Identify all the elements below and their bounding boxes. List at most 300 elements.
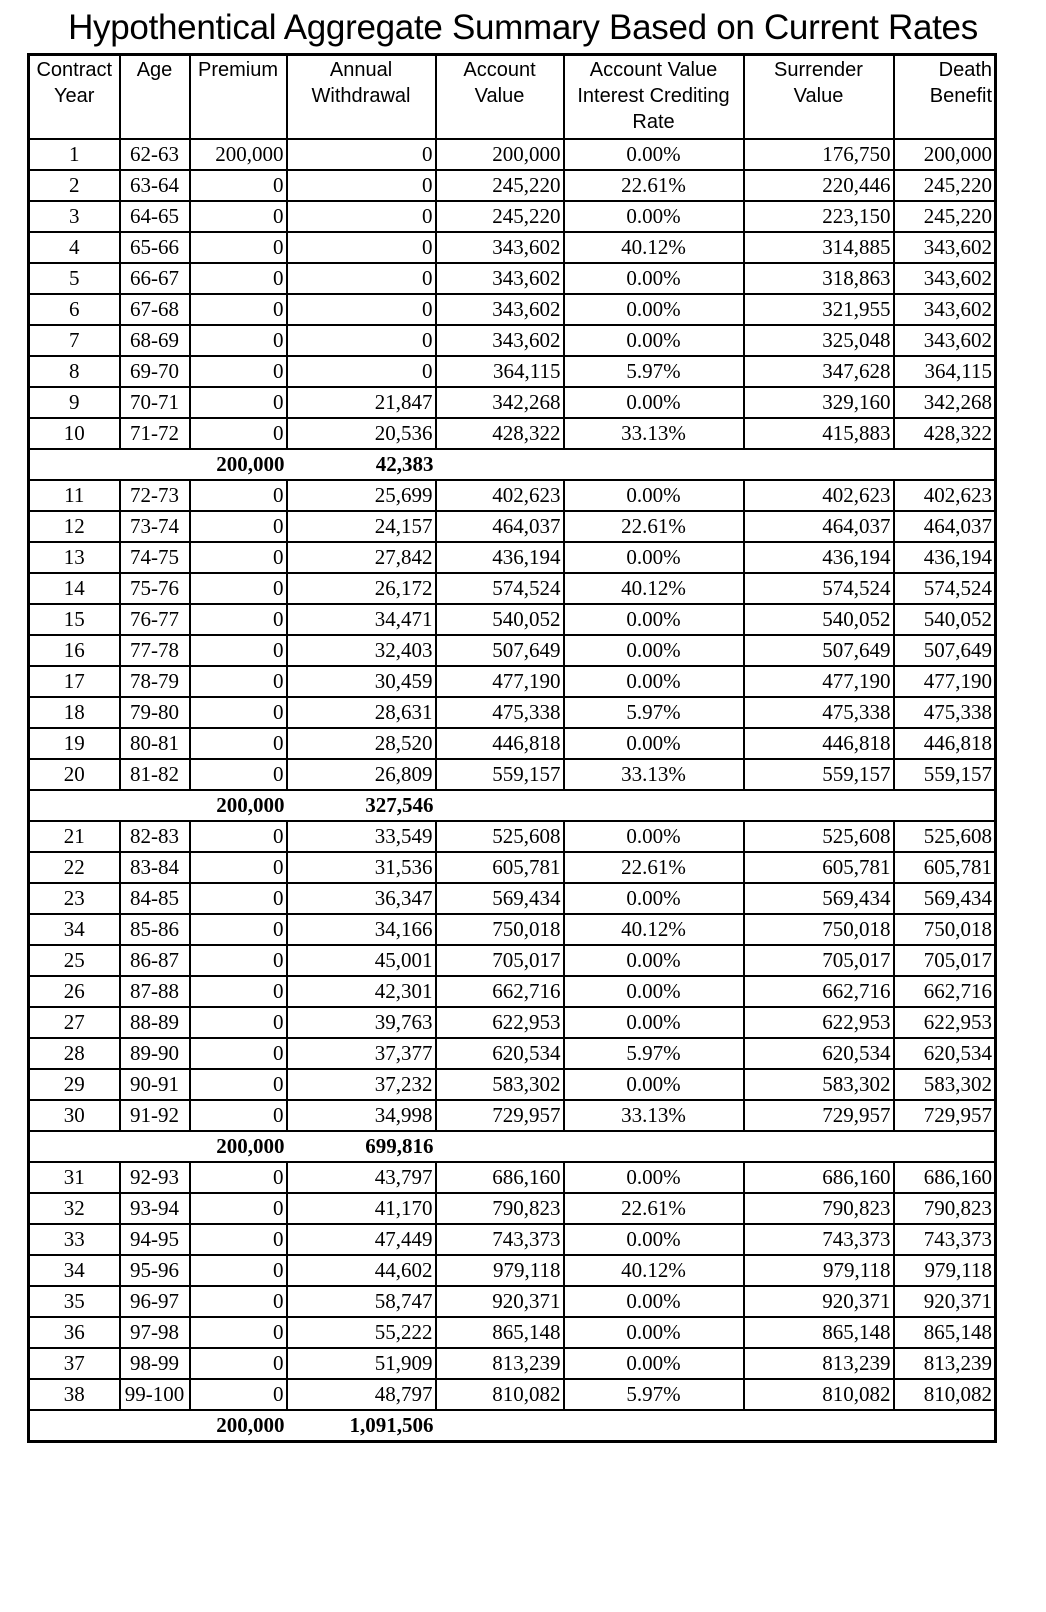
cell-annual-withdrawal: 28,520: [287, 728, 436, 759]
cell-contract-year: 2: [29, 170, 120, 201]
cell-interest-rate: 0.00%: [564, 883, 744, 914]
cell-age: 91-92: [120, 1100, 190, 1131]
cell-age: 89-90: [120, 1038, 190, 1069]
cell-interest-rate: 22.61%: [564, 1193, 744, 1224]
cell-surrender-value: 810,082: [744, 1379, 894, 1410]
cell-account-value: 743,373: [436, 1224, 564, 1255]
subtotal-row: [29, 1131, 996, 1162]
cell-death-benefit: 813,239: [894, 1348, 996, 1379]
cell-account-value: 343,602: [436, 325, 564, 356]
table-row: [29, 1348, 996, 1379]
cell-surrender-value: 540,052: [744, 604, 894, 635]
cell-annual-withdrawal: 47,449: [287, 1224, 436, 1255]
subtotal-empty-cell: [564, 1131, 744, 1162]
cell-surrender-value: 622,953: [744, 1007, 894, 1038]
cell-death-benefit: 245,220: [894, 201, 996, 232]
cell-account-value: 705,017: [436, 945, 564, 976]
cell-age: 97-98: [120, 1317, 190, 1348]
cell-account-value: 622,953: [436, 1007, 564, 1038]
subtotal-empty-cell: [29, 1410, 120, 1442]
cell-interest-rate: 0.00%: [564, 480, 744, 511]
cell-contract-year: 32: [29, 1193, 120, 1224]
cell-surrender-value: 979,118: [744, 1255, 894, 1286]
table-row: [29, 1162, 996, 1193]
cell-interest-rate: 0.00%: [564, 1069, 744, 1100]
table-row: [29, 418, 996, 449]
cell-annual-withdrawal: 20,536: [287, 418, 436, 449]
cell-premium: 0: [190, 1379, 287, 1410]
cell-account-value: 342,268: [436, 387, 564, 418]
subtotal-empty-cell: [894, 790, 996, 821]
cell-surrender-value: 705,017: [744, 945, 894, 976]
cell-interest-rate: 0.00%: [564, 139, 744, 170]
header-contract-year: Contract Year: [29, 55, 120, 140]
cell-premium: 0: [190, 1348, 287, 1379]
cell-premium: 0: [190, 1255, 287, 1286]
cell-annual-withdrawal: 45,001: [287, 945, 436, 976]
cell-premium: 0: [190, 170, 287, 201]
cell-death-benefit: 920,371: [894, 1286, 996, 1317]
cell-age: 69-70: [120, 356, 190, 387]
cell-premium: 0: [190, 1286, 287, 1317]
subtotal-empty-cell: [120, 1131, 190, 1162]
cell-interest-rate: 5.97%: [564, 356, 744, 387]
cell-account-value: 343,602: [436, 263, 564, 294]
cell-age: 67-68: [120, 294, 190, 325]
table-row: [29, 759, 996, 790]
subtotal-premium: 200,000: [190, 1131, 287, 1162]
cell-surrender-value: 574,524: [744, 573, 894, 604]
cell-surrender-value: 220,446: [744, 170, 894, 201]
cell-account-value: 662,716: [436, 976, 564, 1007]
cell-account-value: 507,649: [436, 635, 564, 666]
header-row: [29, 55, 996, 140]
cell-annual-withdrawal: 43,797: [287, 1162, 436, 1193]
table-row: [29, 263, 996, 294]
subtotal-empty-cell: [120, 790, 190, 821]
table-row: [29, 325, 996, 356]
cell-contract-year: 12: [29, 511, 120, 542]
cell-death-benefit: 200,000: [894, 139, 996, 170]
cell-interest-rate: 0.00%: [564, 1286, 744, 1317]
cell-annual-withdrawal: 0: [287, 263, 436, 294]
cell-account-value: 559,157: [436, 759, 564, 790]
cell-age: 71-72: [120, 418, 190, 449]
cell-annual-withdrawal: 44,602: [287, 1255, 436, 1286]
cell-contract-year: 22: [29, 852, 120, 883]
subtotal-empty-cell: [29, 790, 120, 821]
table-row: [29, 573, 996, 604]
subtotal-premium: 200,000: [190, 449, 287, 480]
cell-death-benefit: 343,602: [894, 294, 996, 325]
cell-account-value: 790,823: [436, 1193, 564, 1224]
cell-interest-rate: 0.00%: [564, 1224, 744, 1255]
cell-contract-year: 26: [29, 976, 120, 1007]
cell-annual-withdrawal: 34,471: [287, 604, 436, 635]
subtotal-withdrawal: 1,091,506: [287, 1410, 436, 1442]
cell-annual-withdrawal: 58,747: [287, 1286, 436, 1317]
cell-surrender-value: 477,190: [744, 666, 894, 697]
cell-annual-withdrawal: 0: [287, 139, 436, 170]
cell-surrender-value: 605,781: [744, 852, 894, 883]
header-annual-withdrawal: Annual Withdrawal: [287, 55, 436, 140]
cell-death-benefit: 790,823: [894, 1193, 996, 1224]
cell-premium: 0: [190, 1038, 287, 1069]
cell-age: 80-81: [120, 728, 190, 759]
cell-annual-withdrawal: 31,536: [287, 852, 436, 883]
cell-surrender-value: 662,716: [744, 976, 894, 1007]
cell-interest-rate: 40.12%: [564, 573, 744, 604]
subtotal-empty-cell: [436, 790, 564, 821]
cell-contract-year: 18: [29, 697, 120, 728]
cell-interest-rate: 0.00%: [564, 604, 744, 635]
subtotal-row: [29, 1410, 996, 1442]
cell-death-benefit: 750,018: [894, 914, 996, 945]
cell-premium: 0: [190, 294, 287, 325]
table-row: [29, 666, 996, 697]
table-row: [29, 821, 996, 852]
cell-annual-withdrawal: 25,699: [287, 480, 436, 511]
cell-contract-year: 16: [29, 635, 120, 666]
cell-surrender-value: 321,955: [744, 294, 894, 325]
cell-interest-rate: 40.12%: [564, 232, 744, 263]
cell-premium: 0: [190, 1007, 287, 1038]
cell-interest-rate: 5.97%: [564, 1038, 744, 1069]
cell-interest-rate: 40.12%: [564, 914, 744, 945]
cell-surrender-value: 318,863: [744, 263, 894, 294]
cell-surrender-value: 525,608: [744, 821, 894, 852]
cell-interest-rate: 5.97%: [564, 1379, 744, 1410]
cell-age: 88-89: [120, 1007, 190, 1038]
cell-death-benefit: 540,052: [894, 604, 996, 635]
cell-death-benefit: 342,268: [894, 387, 996, 418]
cell-premium: 0: [190, 356, 287, 387]
cell-premium: 0: [190, 666, 287, 697]
cell-account-value: 810,082: [436, 1379, 564, 1410]
cell-surrender-value: 402,623: [744, 480, 894, 511]
cell-death-benefit: 402,623: [894, 480, 996, 511]
subtotal-premium: 200,000: [190, 790, 287, 821]
cell-death-benefit: 245,220: [894, 170, 996, 201]
cell-account-value: 750,018: [436, 914, 564, 945]
cell-surrender-value: 325,048: [744, 325, 894, 356]
cell-premium: 200,000: [190, 139, 287, 170]
table-row: [29, 542, 996, 573]
cell-age: 77-78: [120, 635, 190, 666]
header-surrender-value: Surrender Value: [744, 55, 894, 140]
cell-death-benefit: 705,017: [894, 945, 996, 976]
cell-contract-year: 29: [29, 1069, 120, 1100]
cell-death-benefit: 583,302: [894, 1069, 996, 1100]
cell-annual-withdrawal: 55,222: [287, 1317, 436, 1348]
cell-annual-withdrawal: 0: [287, 232, 436, 263]
cell-surrender-value: 583,302: [744, 1069, 894, 1100]
cell-contract-year: 11: [29, 480, 120, 511]
cell-age: 96-97: [120, 1286, 190, 1317]
cell-annual-withdrawal: 51,909: [287, 1348, 436, 1379]
cell-surrender-value: 314,885: [744, 232, 894, 263]
cell-annual-withdrawal: 39,763: [287, 1007, 436, 1038]
cell-annual-withdrawal: 32,403: [287, 635, 436, 666]
cell-premium: 0: [190, 976, 287, 1007]
cell-annual-withdrawal: 0: [287, 170, 436, 201]
cell-age: 98-99: [120, 1348, 190, 1379]
cell-death-benefit: 525,608: [894, 821, 996, 852]
cell-premium: 0: [190, 418, 287, 449]
cell-contract-year: 31: [29, 1162, 120, 1193]
table-row: [29, 945, 996, 976]
cell-contract-year: 21: [29, 821, 120, 852]
cell-interest-rate: 0.00%: [564, 201, 744, 232]
table-row: [29, 294, 996, 325]
cell-age: 73-74: [120, 511, 190, 542]
cell-contract-year: 8: [29, 356, 120, 387]
subtotal-empty-cell: [120, 1410, 190, 1442]
cell-death-benefit: 569,434: [894, 883, 996, 914]
subtotal-row: [29, 790, 996, 821]
table-row: [29, 1193, 996, 1224]
cell-premium: 0: [190, 511, 287, 542]
subtotal-empty-cell: [120, 449, 190, 480]
cell-surrender-value: 475,338: [744, 697, 894, 728]
table-row: [29, 914, 996, 945]
cell-account-value: 343,602: [436, 294, 564, 325]
cell-interest-rate: 0.00%: [564, 976, 744, 1007]
cell-death-benefit: 865,148: [894, 1317, 996, 1348]
cell-surrender-value: 329,160: [744, 387, 894, 418]
cell-premium: 0: [190, 325, 287, 356]
cell-account-value: 436,194: [436, 542, 564, 573]
table-row: [29, 697, 996, 728]
cell-interest-rate: 0.00%: [564, 1007, 744, 1038]
cell-surrender-value: 347,628: [744, 356, 894, 387]
cell-surrender-value: 464,037: [744, 511, 894, 542]
subtotal-empty-cell: [436, 1410, 564, 1442]
table-row: [29, 356, 996, 387]
cell-interest-rate: 0.00%: [564, 1317, 744, 1348]
cell-contract-year: 1: [29, 139, 120, 170]
cell-age: 87-88: [120, 976, 190, 1007]
header-age: Age: [120, 55, 190, 140]
cell-age: 65-66: [120, 232, 190, 263]
cell-premium: 0: [190, 1317, 287, 1348]
cell-age: 93-94: [120, 1193, 190, 1224]
cell-premium: 0: [190, 1224, 287, 1255]
subtotal-empty-cell: [894, 449, 996, 480]
subtotal-empty-cell: [564, 790, 744, 821]
cell-age: 64-65: [120, 201, 190, 232]
cell-annual-withdrawal: 0: [287, 201, 436, 232]
cell-contract-year: 4: [29, 232, 120, 263]
cell-contract-year: 14: [29, 573, 120, 604]
header-premium: Premium: [190, 55, 287, 140]
cell-annual-withdrawal: 28,631: [287, 697, 436, 728]
cell-surrender-value: 686,160: [744, 1162, 894, 1193]
table-row: [29, 976, 996, 1007]
cell-death-benefit: 428,322: [894, 418, 996, 449]
cell-annual-withdrawal: 0: [287, 325, 436, 356]
table-row: [29, 1379, 996, 1410]
table-row: [29, 170, 996, 201]
cell-account-value: 200,000: [436, 139, 564, 170]
table-row: [29, 1286, 996, 1317]
cell-contract-year: 7: [29, 325, 120, 356]
cell-premium: 0: [190, 821, 287, 852]
subtotal-empty-cell: [894, 1131, 996, 1162]
cell-surrender-value: 865,148: [744, 1317, 894, 1348]
cell-account-value: 605,781: [436, 852, 564, 883]
cell-account-value: 813,239: [436, 1348, 564, 1379]
cell-premium: 0: [190, 201, 287, 232]
cell-age: 79-80: [120, 697, 190, 728]
cell-account-value: 464,037: [436, 511, 564, 542]
cell-age: 68-69: [120, 325, 190, 356]
cell-contract-year: 9: [29, 387, 120, 418]
cell-age: 99-100: [120, 1379, 190, 1410]
cell-premium: 0: [190, 232, 287, 263]
table-body: [29, 139, 996, 1442]
cell-interest-rate: 0.00%: [564, 1162, 744, 1193]
cell-age: 78-79: [120, 666, 190, 697]
cell-contract-year: 13: [29, 542, 120, 573]
cell-annual-withdrawal: 26,809: [287, 759, 436, 790]
cell-account-value: 446,818: [436, 728, 564, 759]
cell-interest-rate: 40.12%: [564, 1255, 744, 1286]
table-row: [29, 1038, 996, 1069]
cell-death-benefit: 979,118: [894, 1255, 996, 1286]
cell-account-value: 569,434: [436, 883, 564, 914]
subtotal-withdrawal: 699,816: [287, 1131, 436, 1162]
cell-contract-year: 20: [29, 759, 120, 790]
cell-account-value: 729,957: [436, 1100, 564, 1131]
subtotal-empty-cell: [436, 449, 564, 480]
cell-account-value: 620,534: [436, 1038, 564, 1069]
cell-contract-year: 15: [29, 604, 120, 635]
table-row: [29, 201, 996, 232]
cell-premium: 0: [190, 728, 287, 759]
subtotal-withdrawal: 327,546: [287, 790, 436, 821]
table-row: [29, 852, 996, 883]
cell-annual-withdrawal: 24,157: [287, 511, 436, 542]
cell-contract-year: 17: [29, 666, 120, 697]
cell-death-benefit: 605,781: [894, 852, 996, 883]
cell-surrender-value: 813,239: [744, 1348, 894, 1379]
cell-surrender-value: 507,649: [744, 635, 894, 666]
cell-premium: 0: [190, 1100, 287, 1131]
subtotal-empty-cell: [29, 449, 120, 480]
subtotal-empty-cell: [564, 1410, 744, 1442]
cell-interest-rate: 0.00%: [564, 542, 744, 573]
cell-contract-year: 3: [29, 201, 120, 232]
cell-interest-rate: 0.00%: [564, 666, 744, 697]
cell-contract-year: 33: [29, 1224, 120, 1255]
cell-interest-rate: 0.00%: [564, 1348, 744, 1379]
cell-surrender-value: 569,434: [744, 883, 894, 914]
cell-premium: 0: [190, 883, 287, 914]
subtotal-empty-cell: [744, 790, 894, 821]
cell-account-value: 979,118: [436, 1255, 564, 1286]
cell-interest-rate: 33.13%: [564, 759, 744, 790]
cell-contract-year: 34: [29, 1255, 120, 1286]
cell-contract-year: 38: [29, 1379, 120, 1410]
cell-annual-withdrawal: 34,998: [287, 1100, 436, 1131]
cell-death-benefit: 729,957: [894, 1100, 996, 1131]
cell-contract-year: 35: [29, 1286, 120, 1317]
cell-surrender-value: 176,750: [744, 139, 894, 170]
table-row: [29, 883, 996, 914]
cell-death-benefit: 343,602: [894, 263, 996, 294]
cell-annual-withdrawal: 33,549: [287, 821, 436, 852]
cell-premium: 0: [190, 542, 287, 573]
subtotal-premium: 200,000: [190, 1410, 287, 1442]
table-row: [29, 1224, 996, 1255]
cell-premium: 0: [190, 387, 287, 418]
cell-premium: 0: [190, 480, 287, 511]
cell-interest-rate: 0.00%: [564, 635, 744, 666]
cell-annual-withdrawal: 37,377: [287, 1038, 436, 1069]
cell-account-value: 245,220: [436, 170, 564, 201]
subtotal-withdrawal: 42,383: [287, 449, 436, 480]
cell-account-value: 343,602: [436, 232, 564, 263]
cell-death-benefit: 559,157: [894, 759, 996, 790]
cell-surrender-value: 750,018: [744, 914, 894, 945]
subtotal-empty-cell: [436, 1131, 564, 1162]
cell-age: 92-93: [120, 1162, 190, 1193]
table-row: [29, 1069, 996, 1100]
cell-death-benefit: 574,524: [894, 573, 996, 604]
cell-age: 62-63: [120, 139, 190, 170]
cell-death-benefit: 477,190: [894, 666, 996, 697]
cell-age: 70-71: [120, 387, 190, 418]
subtotal-empty-cell: [744, 1131, 894, 1162]
cell-account-value: 540,052: [436, 604, 564, 635]
cell-interest-rate: 0.00%: [564, 945, 744, 976]
cell-account-value: 920,371: [436, 1286, 564, 1317]
cell-premium: 0: [190, 1193, 287, 1224]
page-title: Hypothentical Aggregate Summary Based on Current Rates: [68, 8, 978, 47]
subtotal-row: [29, 449, 996, 480]
cell-contract-year: 6: [29, 294, 120, 325]
cell-contract-year: 5: [29, 263, 120, 294]
table-row: [29, 480, 996, 511]
cell-death-benefit: 364,115: [894, 356, 996, 387]
cell-account-value: 428,322: [436, 418, 564, 449]
cell-premium: 0: [190, 759, 287, 790]
cell-surrender-value: 920,371: [744, 1286, 894, 1317]
cell-age: 66-67: [120, 263, 190, 294]
cell-death-benefit: 436,194: [894, 542, 996, 573]
cell-premium: 0: [190, 697, 287, 728]
cell-surrender-value: 620,534: [744, 1038, 894, 1069]
cell-account-value: 477,190: [436, 666, 564, 697]
cell-death-benefit: 622,953: [894, 1007, 996, 1038]
cell-premium: 0: [190, 263, 287, 294]
table-row: [29, 387, 996, 418]
cell-contract-year: 28: [29, 1038, 120, 1069]
cell-premium: 0: [190, 635, 287, 666]
cell-age: 83-84: [120, 852, 190, 883]
subtotal-empty-cell: [744, 1410, 894, 1442]
cell-age: 95-96: [120, 1255, 190, 1286]
cell-age: 63-64: [120, 170, 190, 201]
cell-premium: 0: [190, 1162, 287, 1193]
cell-annual-withdrawal: 30,459: [287, 666, 436, 697]
cell-contract-year: 25: [29, 945, 120, 976]
cell-annual-withdrawal: 0: [287, 356, 436, 387]
cell-death-benefit: 662,716: [894, 976, 996, 1007]
cell-death-benefit: 475,338: [894, 697, 996, 728]
cell-account-value: 583,302: [436, 1069, 564, 1100]
